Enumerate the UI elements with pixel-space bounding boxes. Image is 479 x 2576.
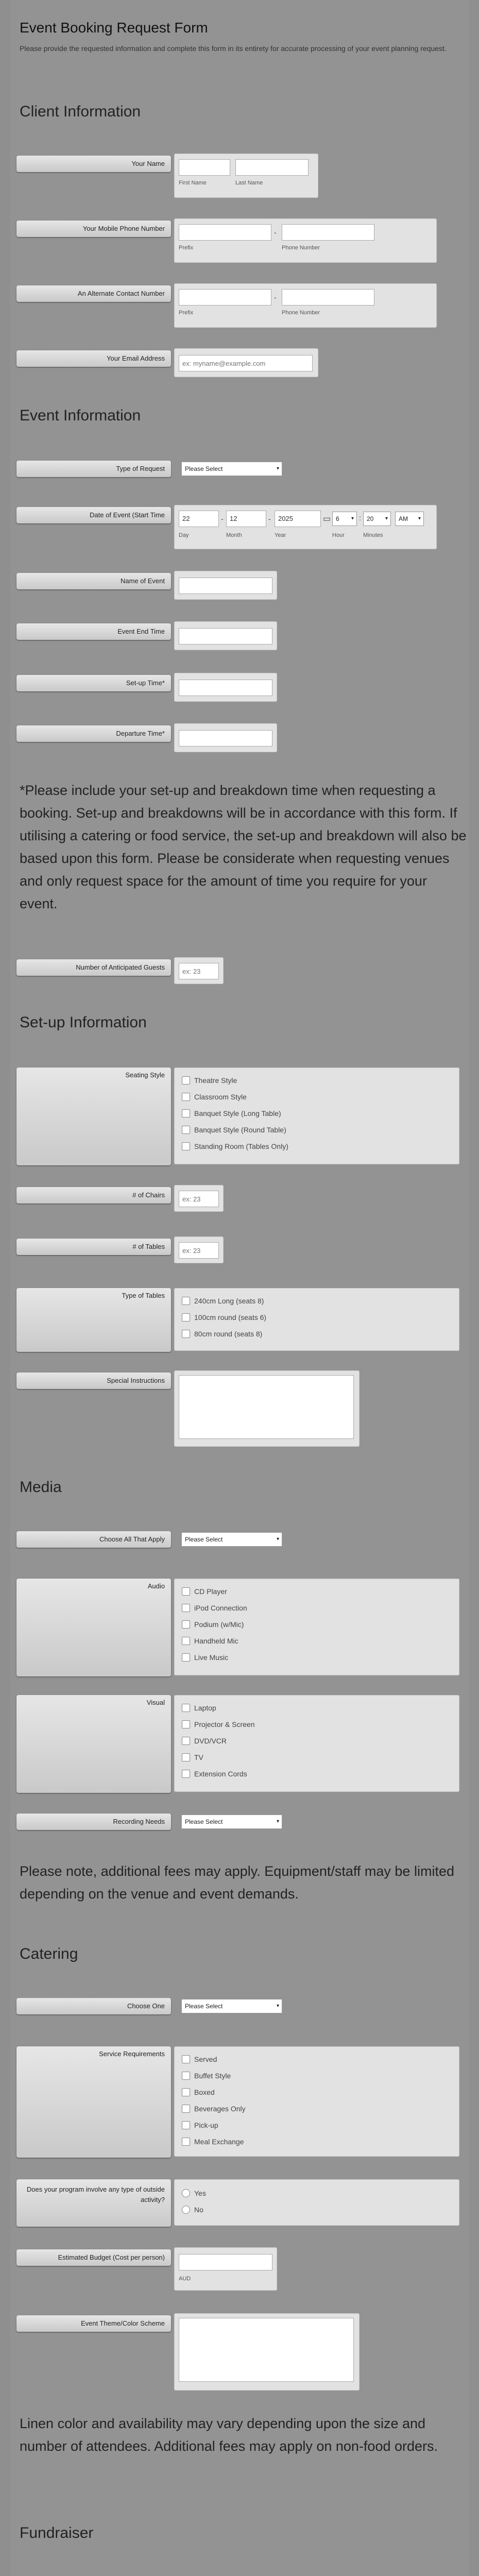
- setup-time-control: [174, 673, 277, 702]
- mobile-phone-input[interactable]: [282, 224, 374, 241]
- checkbox[interactable]: [182, 1637, 190, 1645]
- chairs-input[interactable]: [179, 1191, 219, 1207]
- setup-time-row: [16, 673, 470, 704]
- visual-option-label: Extension Cords: [194, 1770, 247, 1778]
- event-date-row: [16, 505, 470, 550]
- checkbox[interactable]: [182, 1587, 190, 1596]
- alt-prefix-input[interactable]: [179, 289, 271, 306]
- day-sub: Day: [179, 532, 189, 538]
- checkbox[interactable]: [182, 1753, 190, 1761]
- budget-sub: AUD: [179, 2276, 191, 2282]
- seating-option[interactable]: [182, 1075, 237, 1086]
- checkbox[interactable]: [182, 1076, 190, 1084]
- tables-label: # of Tables: [16, 1239, 171, 1255]
- month-input[interactable]: 12: [226, 511, 266, 527]
- services-option[interactable]: [182, 2087, 215, 2097]
- event-date-label: Date of Event (Start Time: [16, 507, 171, 523]
- visual-option[interactable]: [182, 1752, 203, 1762]
- request-type-select[interactable]: [181, 462, 282, 476]
- catering-choose-row: [16, 1996, 470, 2022]
- calendar-icon[interactable]: ▭: [323, 515, 331, 523]
- form-page: [10, 0, 469, 2576]
- checkbox[interactable]: [182, 2138, 190, 2146]
- catering-choose-value: Please Select: [185, 2003, 223, 2010]
- mobile-dash: -: [274, 228, 277, 236]
- seating-option-label: Standing Room (Tables Only): [194, 1142, 288, 1150]
- chevron-down-icon: ▾: [418, 516, 421, 521]
- alt-dash: -: [274, 293, 277, 301]
- services-option-label: Served: [194, 2055, 217, 2063]
- event-date-control: [174, 505, 437, 549]
- seating-option[interactable]: [182, 1125, 286, 1135]
- seating-option-label: Classroom Style: [194, 1093, 247, 1101]
- mobile-label: Your Mobile Phone Number: [16, 221, 171, 237]
- checkbox[interactable]: [182, 2072, 190, 2080]
- mobile-prefix-sub: Prefix: [179, 245, 194, 251]
- audio-option-label: CD Player: [194, 1587, 227, 1596]
- catering-choose-label: Choose One: [16, 1998, 171, 2014]
- alt-phone-sub: Phone Number: [282, 310, 320, 316]
- radio[interactable]: [182, 2206, 190, 2214]
- table-type-row: [16, 1288, 470, 1352]
- alt-number-row: [16, 283, 470, 329]
- audio-option[interactable]: [182, 1586, 227, 1597]
- audio-option[interactable]: [182, 1652, 228, 1663]
- visual-option[interactable]: [182, 1769, 247, 1779]
- outside-no-option[interactable]: [182, 2205, 203, 2215]
- budget-input[interactable]: [179, 2254, 272, 2270]
- last-name-input[interactable]: [235, 159, 309, 176]
- hour-select[interactable]: [332, 512, 357, 526]
- mobile-phone-sub: Phone Number: [282, 245, 320, 251]
- event-heading: Event Information: [20, 407, 141, 424]
- departure-time-input[interactable]: [179, 730, 272, 747]
- table-type-option[interactable]: [182, 1312, 266, 1323]
- recording-label: Recording Needs: [16, 1814, 171, 1830]
- client-heading: Client Information: [20, 103, 141, 120]
- chevron-down-icon: ▾: [276, 466, 279, 471]
- outside-no-label: No: [194, 2206, 203, 2214]
- seating-label: Seating Style: [16, 1067, 171, 1165]
- services-option-label: Buffet Style: [194, 2072, 231, 2080]
- chairs-label: # of Chairs: [16, 1187, 171, 1204]
- setup-time-input[interactable]: [179, 680, 272, 696]
- theme-row: [16, 2313, 470, 2392]
- time-colon: :: [359, 514, 361, 522]
- visual-option[interactable]: [182, 1719, 255, 1730]
- your-name-control: [174, 154, 318, 198]
- theme-label: Event Theme/Color Scheme: [16, 2315, 171, 2332]
- seating-option[interactable]: [182, 1141, 288, 1151]
- recording-value: Please Select: [185, 1818, 223, 1825]
- checkbox[interactable]: [182, 2121, 190, 2129]
- end-time-control: [174, 621, 277, 650]
- minute-value: 20: [367, 515, 374, 522]
- alt-phone-input[interactable]: [282, 289, 374, 306]
- hour-value: 6: [336, 515, 339, 522]
- services-option[interactable]: [182, 2104, 246, 2114]
- budget-row: [16, 2247, 470, 2292]
- checkbox[interactable]: [182, 2055, 190, 2063]
- departure-time-control: [174, 723, 277, 752]
- hour-sub: Hour: [332, 532, 345, 538]
- tables-control: [174, 1236, 224, 1263]
- form-subtitle: Please provide the requested information and complete this form in its entirety for accurate processing of your event planning request.: [20, 44, 447, 53]
- media-choose-row: [16, 1529, 470, 1555]
- recording-row: [16, 1811, 470, 1837]
- checkbox[interactable]: [182, 1109, 190, 1117]
- audio-option[interactable]: [182, 1603, 247, 1613]
- visual-option-label: TV: [194, 1753, 203, 1761]
- guests-control: [174, 957, 224, 984]
- minute-sub: Minutes: [363, 532, 383, 538]
- mobile-prefix-input[interactable]: [179, 224, 271, 241]
- services-label: Service Requirements: [16, 2046, 171, 2158]
- setup-heading: Set-up Information: [20, 1014, 147, 1031]
- setup-note: *Please include your set-up and breakdown time when requesting a booking. Set-up and breakdowns will be in accordance with this form. If utilising a catering or food service, the set-up and breakdown will also be based upon this form. Please be considerate when requesting venues and only request space for the amount of time you require for your event.: [20, 783, 467, 911]
- recording-select[interactable]: [181, 1815, 282, 1829]
- audio-label: Audio: [16, 1579, 171, 1676]
- visual-label: Visual: [16, 1695, 171, 1793]
- services-option[interactable]: [182, 2071, 231, 2081]
- outside-yes-option[interactable]: [182, 2188, 206, 2198]
- first-name-input[interactable]: [179, 159, 230, 176]
- visual-option-label: Projector & Screen: [194, 1720, 255, 1728]
- audio-option-label: iPod Connection: [194, 1604, 247, 1612]
- chevron-down-icon: ▾: [276, 1819, 279, 1824]
- tables-input[interactable]: [179, 1242, 219, 1259]
- checkbox[interactable]: [182, 1604, 190, 1612]
- budget-control: [174, 2247, 277, 2291]
- chevron-down-icon: ▾: [385, 516, 388, 521]
- seating-option[interactable]: [182, 1108, 281, 1118]
- catering-heading: Catering: [20, 1945, 78, 1962]
- table-type-option-label: 80cm round (seats 8): [194, 1330, 263, 1338]
- ampm-value: AM: [399, 515, 408, 522]
- end-time-row: [16, 621, 470, 652]
- month-sub: Month: [226, 532, 242, 538]
- special-instructions-control: [174, 1370, 360, 1447]
- seating-option-label: Theatre Style: [194, 1076, 237, 1084]
- seating-options: [174, 1067, 459, 1164]
- your-name-label: Your Name: [16, 156, 171, 172]
- checkbox[interactable]: [182, 1704, 190, 1712]
- chevron-down-icon: ▾: [276, 2003, 279, 2009]
- catering-note: Linen color and availability may vary depending upon the size and number of attendees. Additional fees may apply on non-food orders.: [20, 2416, 438, 2454]
- chevron-down-icon: ▾: [351, 516, 354, 521]
- event-name-input[interactable]: [179, 578, 272, 594]
- services-option[interactable]: [182, 2054, 217, 2064]
- seating-option-label: Banquet Style (Long Table): [194, 1109, 281, 1117]
- checkbox[interactable]: [182, 1297, 190, 1305]
- checkbox[interactable]: [182, 1620, 190, 1629]
- seating-option-label: Banquet Style (Round Table): [194, 1126, 286, 1134]
- outside-activity-label: Does your program involve any type of outside activity?: [16, 2179, 171, 2227]
- audio-option[interactable]: [182, 1619, 244, 1630]
- checkbox[interactable]: [182, 1720, 190, 1728]
- checkbox[interactable]: [182, 1737, 190, 1745]
- media-choose-select[interactable]: [181, 1532, 282, 1547]
- services-row: [16, 2046, 470, 2158]
- seating-option[interactable]: [182, 1092, 247, 1102]
- services-options: [174, 2046, 459, 2157]
- visual-option-label: Laptop: [194, 1704, 216, 1712]
- guests-row: [16, 957, 470, 986]
- table-type-option-label: 100cm round (seats 6): [194, 1313, 267, 1321]
- event-name-row: [16, 571, 470, 602]
- seating-row: [16, 1067, 470, 1165]
- checkbox[interactable]: [182, 2105, 190, 2113]
- visual-options: [174, 1695, 459, 1792]
- services-option-label: Beverages Only: [194, 2105, 246, 2113]
- chairs-control: [174, 1185, 224, 1212]
- guests-label: Number of Anticipated Guests: [16, 959, 171, 976]
- outside-activity-row: [16, 2179, 470, 2227]
- audio-options: [174, 1579, 459, 1675]
- your-name-row: [16, 154, 470, 199]
- services-option[interactable]: [182, 2120, 218, 2130]
- checkbox[interactable]: [182, 1770, 190, 1778]
- fundraiser-heading: Fundraiser: [20, 2524, 94, 2541]
- checkbox[interactable]: [182, 1330, 190, 1338]
- visual-option-label: DVD/VCR: [194, 1737, 227, 1745]
- email-row: [16, 348, 470, 379]
- end-time-label: Event End Time: [16, 623, 171, 640]
- catering-choose-select[interactable]: [181, 1999, 282, 2013]
- outside-activity-options: [174, 2179, 459, 2226]
- table-type-option[interactable]: [182, 1296, 264, 1306]
- departure-time-label: Departure Time*: [16, 725, 171, 742]
- media-choose-label: Choose All That Apply: [16, 1531, 171, 1548]
- event-name-control: [174, 571, 277, 600]
- email-control: [174, 348, 318, 377]
- audio-option[interactable]: [182, 1636, 238, 1646]
- services-option-label: Boxed: [194, 2088, 215, 2096]
- mobile-row: [16, 218, 470, 264]
- visual-row: [16, 1695, 470, 1793]
- end-time-input[interactable]: [179, 628, 272, 645]
- table-type-label: Type of Tables: [16, 1288, 171, 1352]
- audio-option-label: Handheld Mic: [194, 1637, 238, 1645]
- audio-row: [16, 1579, 470, 1676]
- visual-option[interactable]: [182, 1703, 216, 1713]
- alt-prefix-sub: Prefix: [179, 310, 194, 316]
- email-input[interactable]: [179, 355, 313, 371]
- year-input[interactable]: 2025: [275, 511, 321, 527]
- table-type-options: [174, 1288, 459, 1351]
- alt-number-control: [174, 283, 437, 328]
- checkbox[interactable]: [182, 1313, 190, 1321]
- chevron-down-icon: ▾: [276, 1536, 279, 1542]
- table-type-option-label: 240cm Long (seats 8): [194, 1297, 264, 1305]
- theme-textarea[interactable]: [179, 2318, 354, 2382]
- table-type-option[interactable]: [182, 1329, 262, 1339]
- services-option-label: Pick-up: [194, 2121, 218, 2129]
- form-title: Event Booking Request Form: [20, 20, 208, 36]
- last-name-sub: Last Name: [235, 180, 263, 186]
- chairs-row: [16, 1185, 470, 1214]
- media-choose-value: Please Select: [185, 1536, 223, 1543]
- event-name-label: Name of Event: [16, 573, 171, 589]
- first-name-sub: First Name: [179, 180, 207, 186]
- guests-input[interactable]: [179, 963, 219, 979]
- special-instructions-label: Special Instructions: [16, 1372, 171, 1389]
- checkbox[interactable]: [182, 1653, 190, 1662]
- checkbox[interactable]: [182, 1142, 190, 1150]
- request-type-value: Please Select: [185, 465, 223, 472]
- mobile-control: [174, 218, 437, 263]
- theme-control: [174, 2313, 360, 2391]
- special-instructions-textarea[interactable]: [179, 1375, 354, 1439]
- audio-option-label: Podium (w/Mic): [194, 1620, 244, 1629]
- minute-select[interactable]: [363, 512, 391, 526]
- day-input[interactable]: 22: [179, 511, 219, 527]
- request-type-row: [16, 459, 470, 484]
- date-dash-1: -: [221, 515, 224, 523]
- outside-yes-label: Yes: [194, 2189, 206, 2197]
- tables-row: [16, 1236, 470, 1265]
- alt-number-label: An Alternate Contact Number: [16, 285, 171, 302]
- special-instructions-row: [16, 1370, 470, 1448]
- email-label: Your Email Address: [16, 350, 171, 367]
- visual-option[interactable]: [182, 1736, 227, 1746]
- radio[interactable]: [182, 2189, 190, 2197]
- checkbox[interactable]: [182, 2088, 190, 2096]
- budget-label: Estimated Budget (Cost per person): [16, 2249, 171, 2266]
- departure-time-row: [16, 723, 470, 754]
- request-type-label: Type of Request: [16, 461, 171, 477]
- checkbox[interactable]: [182, 1093, 190, 1101]
- date-dash-2: -: [268, 515, 271, 523]
- services-option[interactable]: [182, 2137, 244, 2147]
- media-note: Please note, additional fees may apply. Equipment/staff may be limited depending on the venue and event demands.: [20, 1863, 454, 1902]
- media-heading: Media: [20, 1479, 62, 1496]
- year-sub: Year: [275, 532, 286, 538]
- checkbox[interactable]: [182, 1126, 190, 1134]
- audio-option-label: Live Music: [194, 1653, 229, 1662]
- services-option-label: Meal Exchange: [194, 2138, 244, 2146]
- setup-time-label: Set-up Time*: [16, 675, 171, 691]
- ampm-select[interactable]: [395, 512, 424, 526]
